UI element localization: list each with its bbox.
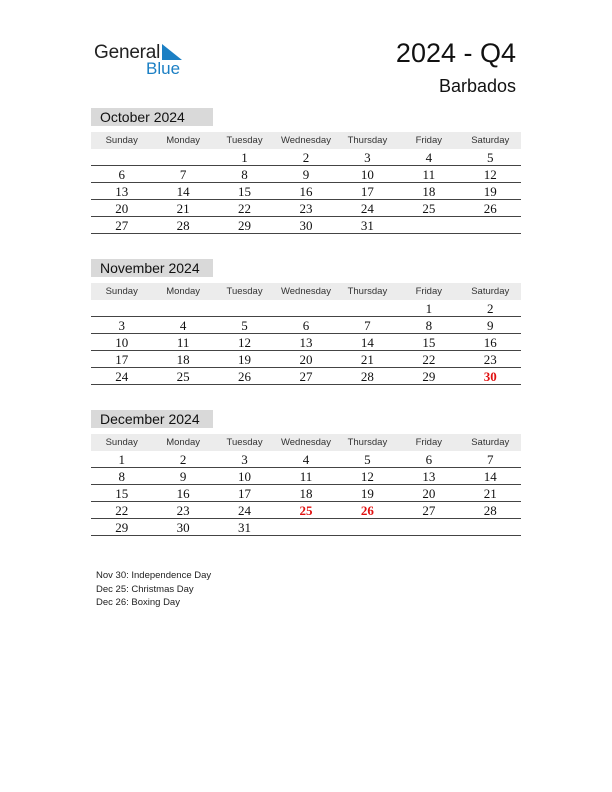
week-row: [91, 334, 521, 351]
holiday-note: Dec 25: Christmas Day: [96, 583, 194, 595]
country-name: Barbados: [438, 76, 516, 96]
day-cell: 24: [115, 369, 129, 384]
day-cell: [398, 217, 459, 233]
day-cell: 4: [302, 452, 310, 467]
week-row: [91, 149, 521, 166]
day-cell: 27: [115, 218, 129, 233]
weekday-header: Monday: [166, 286, 201, 297]
day-cell: 6: [302, 318, 310, 333]
weekday-header-row: [91, 283, 521, 300]
day-cell: 16: [299, 184, 313, 199]
logo-triangle-icon: [162, 44, 182, 60]
day-cell: 6: [425, 452, 433, 467]
day-cell: 23: [299, 201, 313, 216]
day-cell: 17: [238, 486, 252, 501]
week-row: [91, 468, 521, 485]
day-cell: 31: [238, 520, 252, 535]
day-cell: 3: [241, 452, 248, 467]
day-cell: 12: [360, 469, 374, 484]
day-cell: 20: [115, 201, 129, 216]
day-cell: 22: [238, 201, 252, 216]
day-cell: 19: [483, 184, 497, 199]
weekday-header-row: [91, 132, 521, 149]
week-row: [91, 166, 521, 183]
day-cell: [460, 519, 521, 535]
day-cell: 30: [176, 520, 190, 535]
holiday-note: Nov 30: Independence Day: [96, 570, 212, 581]
day-cell: 5: [364, 452, 371, 467]
day-cell: 25: [422, 201, 436, 216]
day-cell: 24: [238, 503, 252, 518]
day-cell: 18: [422, 184, 436, 199]
day-cell: 29: [115, 520, 129, 535]
day-cell: 1: [425, 301, 433, 316]
day-cell: 13: [115, 184, 129, 199]
weekday-header: Friday: [415, 135, 443, 146]
weekday-header: Thursday: [347, 437, 388, 448]
month-november: [91, 259, 521, 385]
week-row: [91, 519, 521, 536]
generalblue-logo: [94, 40, 194, 80]
weekday-header: Wednesday: [280, 135, 331, 146]
day-cell: 7: [486, 452, 494, 467]
weekday-header: Wednesday: [280, 286, 331, 297]
day-cell: 23: [176, 503, 190, 518]
day-cell: 1: [118, 452, 125, 467]
day-cell: 30: [299, 218, 313, 233]
day-cell: [275, 300, 336, 316]
day-cell: 6: [118, 167, 125, 182]
day-cell: 5: [486, 150, 494, 165]
day-cell: 16: [483, 335, 497, 350]
day-cell: 15: [115, 486, 129, 501]
day-cell: 10: [115, 335, 129, 350]
weekday-header: Tuesday: [226, 286, 263, 297]
weekday-header: Friday: [415, 286, 443, 297]
month-title: December 2024: [91, 410, 213, 428]
holiday-note: Dec 26: Boxing Day: [96, 597, 180, 608]
day-cell: 14: [360, 335, 374, 350]
day-cell: 2: [486, 301, 494, 316]
day-cell: 1: [241, 150, 248, 165]
weekday-header: Saturday: [471, 437, 510, 448]
day-cell: 22: [115, 503, 129, 518]
week-row: [91, 485, 521, 502]
weekday-header-row: [91, 434, 521, 451]
weekday-header: Saturday: [471, 135, 510, 146]
day-cell: 19: [360, 486, 374, 501]
week-row: [91, 351, 521, 368]
weekday-header: Sunday: [105, 135, 138, 146]
month-title: November 2024: [91, 259, 213, 277]
weekday-header: Sunday: [105, 286, 138, 297]
weekday-header: Thursday: [347, 135, 388, 146]
day-cell: 18: [176, 352, 190, 367]
weekday-header: Monday: [166, 437, 201, 448]
day-cell: 12: [238, 335, 252, 350]
day-cell: 26: [483, 201, 497, 216]
day-cell: 2: [179, 452, 187, 467]
day-cell: 9: [302, 167, 310, 182]
day-cell: 8: [118, 469, 125, 484]
day-cell: 30: [483, 369, 497, 384]
week-row: [91, 368, 521, 385]
weekday-header: Sunday: [105, 437, 138, 448]
day-cell: 21: [360, 352, 374, 367]
day-cell: [91, 149, 152, 165]
day-cell: [214, 300, 275, 316]
day-cell: [460, 217, 521, 233]
day-cell: 8: [241, 167, 248, 182]
day-cell: 13: [299, 335, 313, 350]
day-cell: 28: [483, 503, 497, 518]
day-cell: 21: [176, 201, 190, 216]
week-row: [91, 502, 521, 519]
day-cell: 19: [238, 352, 252, 367]
week-row: [91, 200, 521, 217]
day-cell: 8: [425, 318, 433, 333]
day-cell: 11: [422, 167, 436, 182]
day-cell: 9: [179, 469, 187, 484]
week-row: [91, 183, 521, 200]
week-row: [91, 451, 521, 468]
day-cell: 10: [360, 167, 374, 182]
week-row: [91, 300, 521, 317]
day-cell: 4: [425, 150, 433, 165]
day-cell: 28: [176, 218, 190, 233]
month-title: October 2024: [91, 108, 213, 126]
day-cell: [152, 300, 213, 316]
week-row: [91, 217, 521, 234]
weekday-header: Friday: [415, 437, 443, 448]
day-cell: 10: [238, 469, 252, 484]
day-cell: 27: [299, 369, 313, 384]
month-december: [91, 410, 521, 536]
day-cell: [152, 149, 213, 165]
day-cell: 28: [360, 369, 374, 384]
day-cell: 27: [422, 503, 436, 518]
day-cell: 2: [302, 150, 310, 165]
day-cell: 18: [299, 486, 313, 501]
day-cell: 5: [241, 318, 248, 333]
day-cell: 7: [179, 167, 187, 182]
day-cell: 25: [299, 503, 313, 518]
day-cell: [91, 300, 152, 316]
day-cell: [275, 519, 336, 535]
day-cell: 16: [176, 486, 190, 501]
day-cell: 20: [422, 486, 436, 501]
day-cell: 31: [360, 218, 374, 233]
day-cell: 17: [115, 352, 129, 367]
day-cell: 4: [179, 318, 187, 333]
day-cell: 29: [238, 218, 252, 233]
day-cell: 26: [360, 503, 374, 518]
day-cell: 3: [118, 318, 125, 333]
day-cell: 13: [422, 469, 436, 484]
day-cell: [337, 300, 398, 316]
day-cell: 24: [360, 201, 374, 216]
week-row: [91, 317, 521, 334]
day-cell: 22: [422, 352, 436, 367]
day-cell: 9: [486, 318, 494, 333]
weekday-header: Thursday: [347, 286, 388, 297]
day-cell: 25: [176, 369, 190, 384]
day-cell: 11: [299, 469, 313, 484]
page-title: 2024 - Q4: [395, 38, 516, 68]
logo-text-general: General: [94, 42, 161, 63]
day-cell: [337, 519, 398, 535]
weekday-header: Wednesday: [280, 437, 331, 448]
day-cell: 23: [483, 352, 497, 367]
day-cell: 14: [176, 184, 190, 199]
day-cell: 7: [364, 318, 371, 333]
month-october: [91, 108, 521, 234]
day-cell: 20: [299, 352, 313, 367]
weekday-header: Monday: [166, 135, 201, 146]
weekday-header: Saturday: [471, 286, 510, 297]
day-cell: [398, 519, 459, 535]
day-cell: 17: [360, 184, 374, 199]
day-cell: 15: [422, 335, 436, 350]
day-cell: 14: [483, 469, 497, 484]
day-cell: 29: [422, 369, 436, 384]
weekday-header: Tuesday: [226, 437, 263, 448]
day-cell: 12: [483, 167, 497, 182]
weekday-header: Tuesday: [226, 135, 263, 146]
day-cell: 26: [238, 369, 252, 384]
holiday-notes: [96, 569, 211, 610]
day-cell: 21: [483, 486, 497, 501]
logo-text-blue: Blue: [146, 59, 181, 78]
day-cell: 3: [364, 150, 371, 165]
day-cell: 11: [176, 335, 190, 350]
day-cell: 15: [238, 184, 252, 199]
